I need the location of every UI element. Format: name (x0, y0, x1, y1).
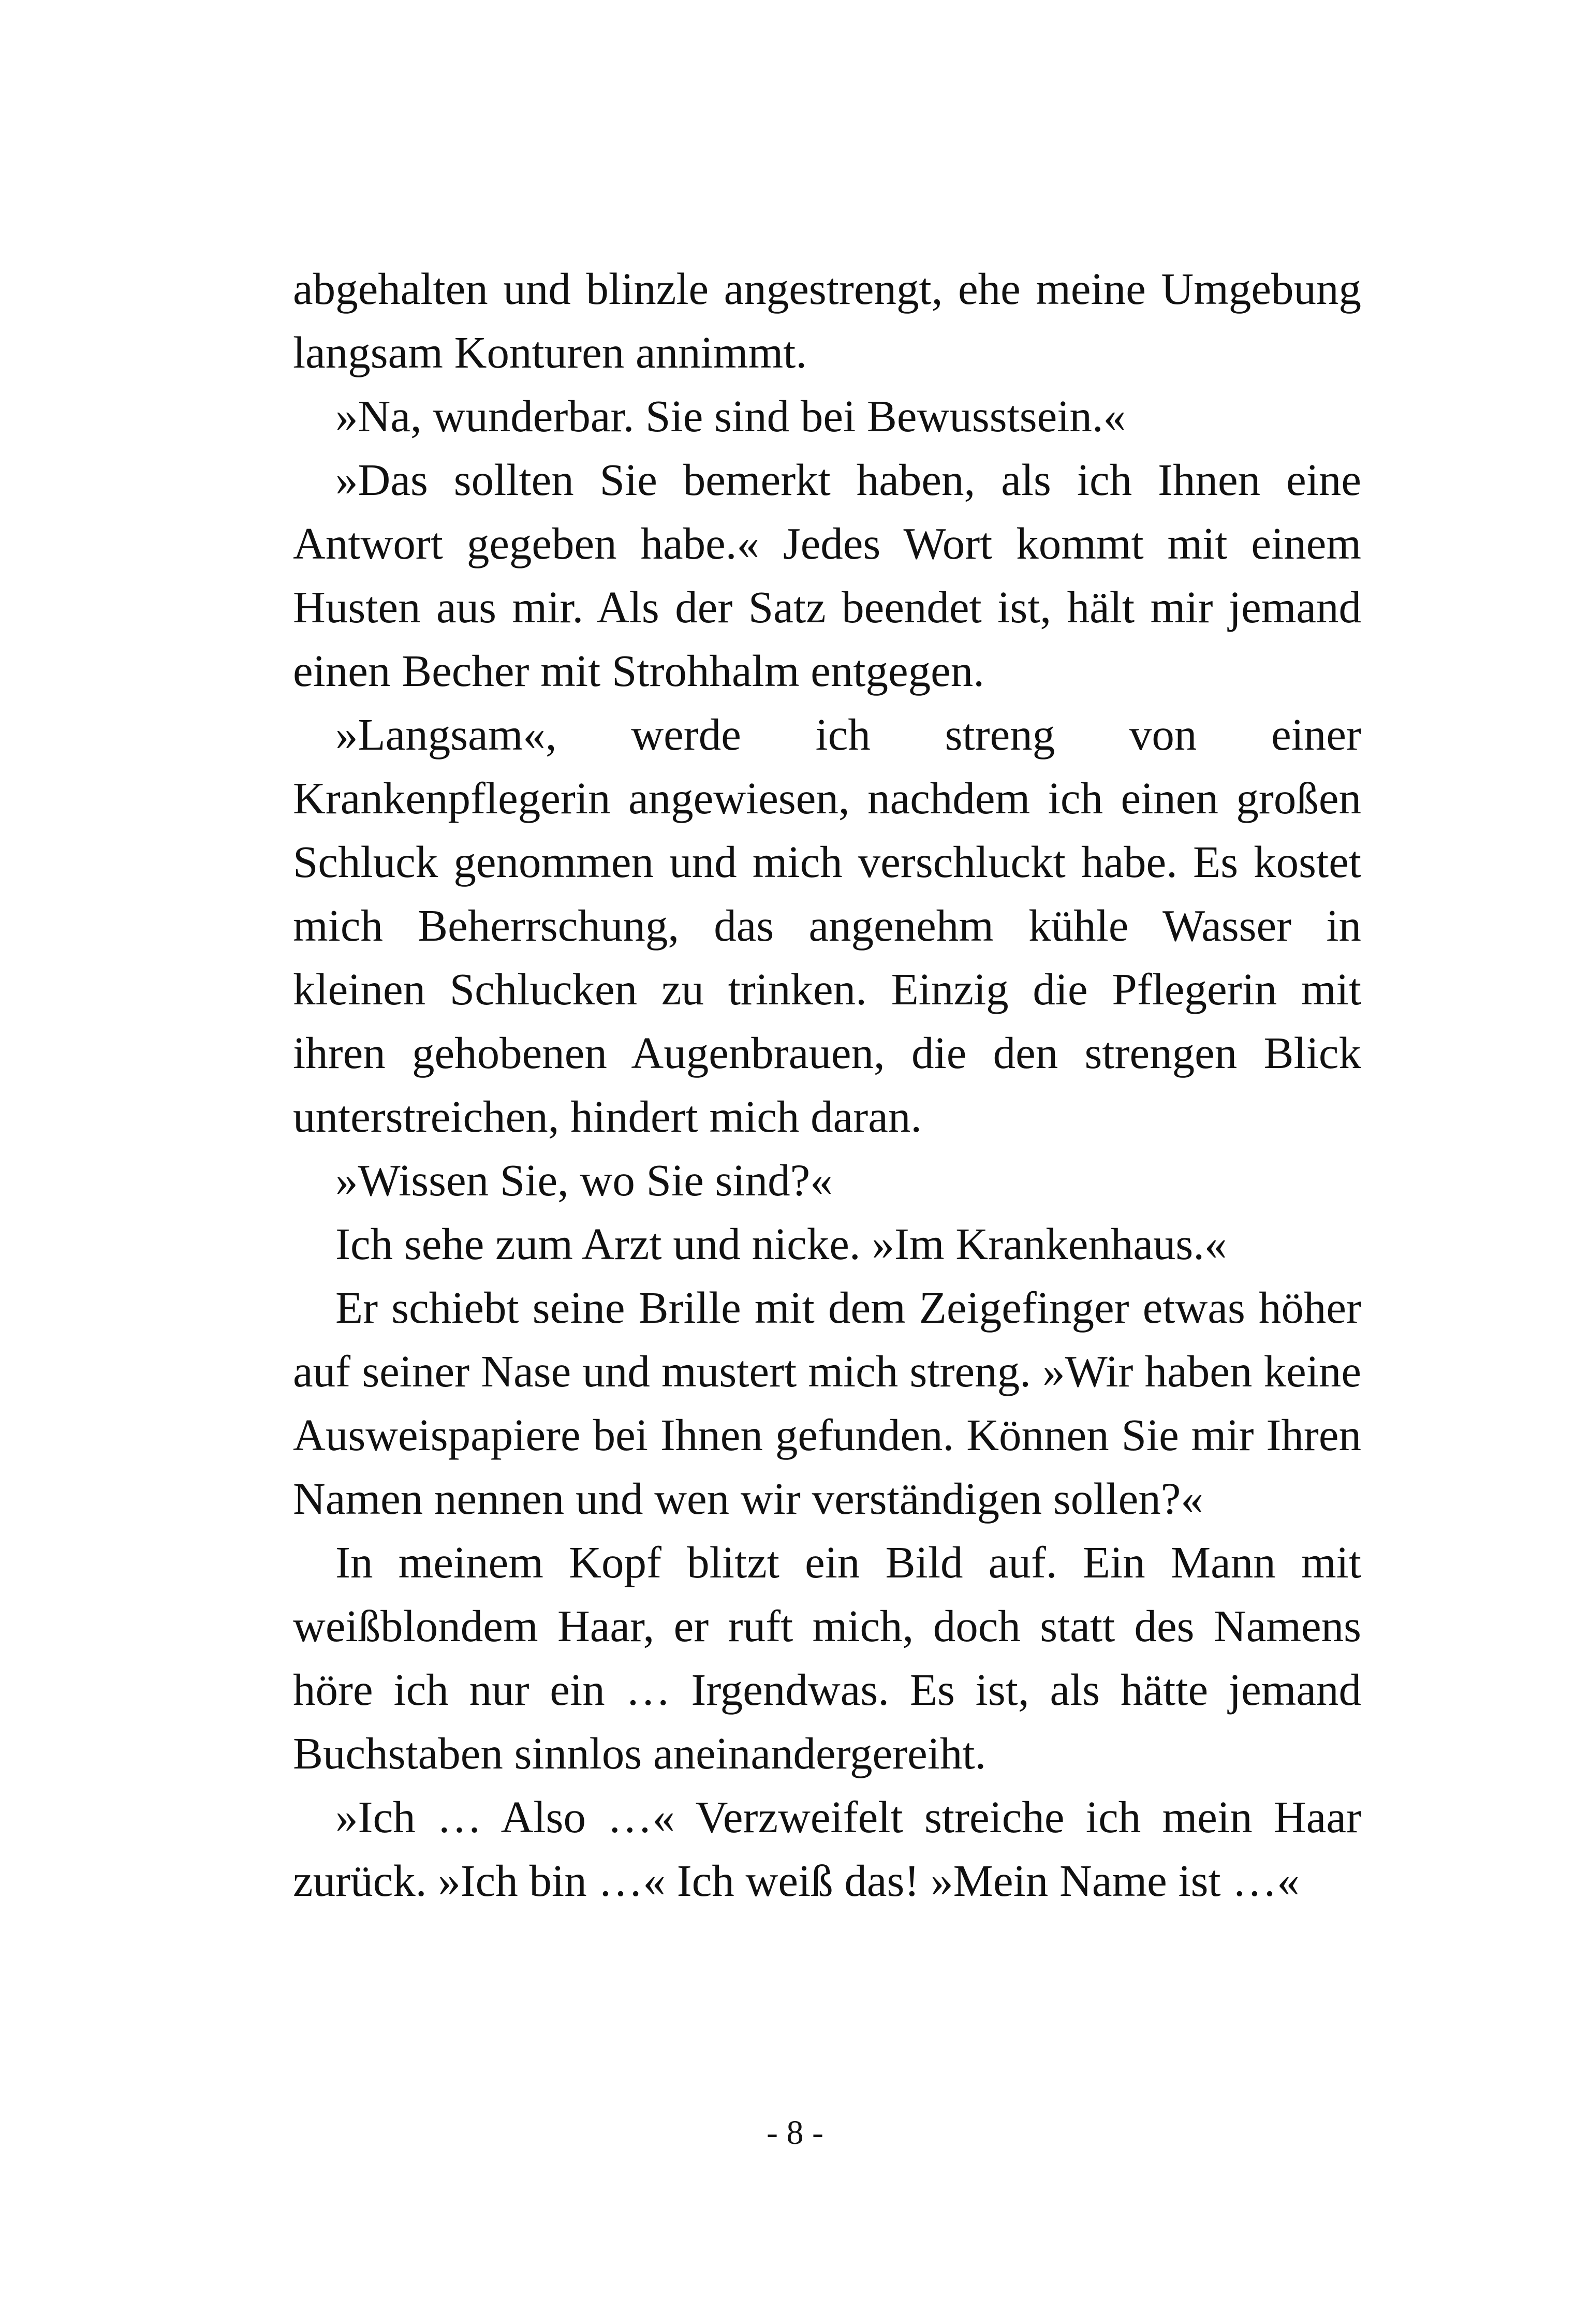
paragraph: Ich sehe zum Arzt und nicke. »Im Krankenhaus.« (335, 1219, 1227, 1269)
paragraph: »Das sollten Sie bemerkt haben, als ich Ihnen eine Antwort gegeben habe.« Jedes Wort kommt mit einem Husten aus mir. Als der Satz beendet ist, hält mir jemand einen Becher mit Strohhalm entgegen. (293, 455, 1361, 696)
paragraph-continuation: abgehalten und blinzle angestrengt, ehe meine Umgebung langsam Konturen annimmt. (293, 264, 1361, 377)
page-number: - 8 - (767, 2114, 823, 2152)
paragraph: »Na, wunderbar. Sie sind bei Bewusstsein.« (335, 391, 1126, 441)
paragraph: Er schiebt seine Brille mit dem Zeigefinger etwas höher auf seiner Nase und mustert mich streng. »Wir haben keine Ausweispapiere bei Ihnen gefunden. Können Sie mir Ihren Namen nennen und wen wir verständigen sollen?« (293, 1282, 1361, 1524)
paragraph: »Ich … Also …« Verzweifelt streiche ich mein Haar zurück. »Ich bin …« Ich weiß das! »Mein Name ist …« (293, 1792, 1361, 1906)
body-text (293, 257, 1361, 1912)
paragraph: »Wissen Sie, wo Sie sind?« (335, 1155, 833, 1205)
paragraph: In meinem Kopf blitzt ein Bild auf. Ein Mann mit weißblondem Haar, er ruft mich, doch statt des Namens höre ich nur ein … Irgendwas. Es ist, als hätte jemand Buchstaben sinnlos aneinandergereiht. (293, 1537, 1361, 1778)
paragraph: »Langsam«, werde ich streng von einer Krankenpflegerin angewiesen, nachdem ich einen großen Schluck genommen und mich verschluckt habe. Es kostet mich Beherrschung, das angenehm kühle Wasser in kleinen Schlucken zu trinken. Einzig die Pflegerin mit ihren gehobenen Augenbrauen, die den strengen Blick unterstreichen, hindert mich daran. (293, 709, 1361, 1142)
